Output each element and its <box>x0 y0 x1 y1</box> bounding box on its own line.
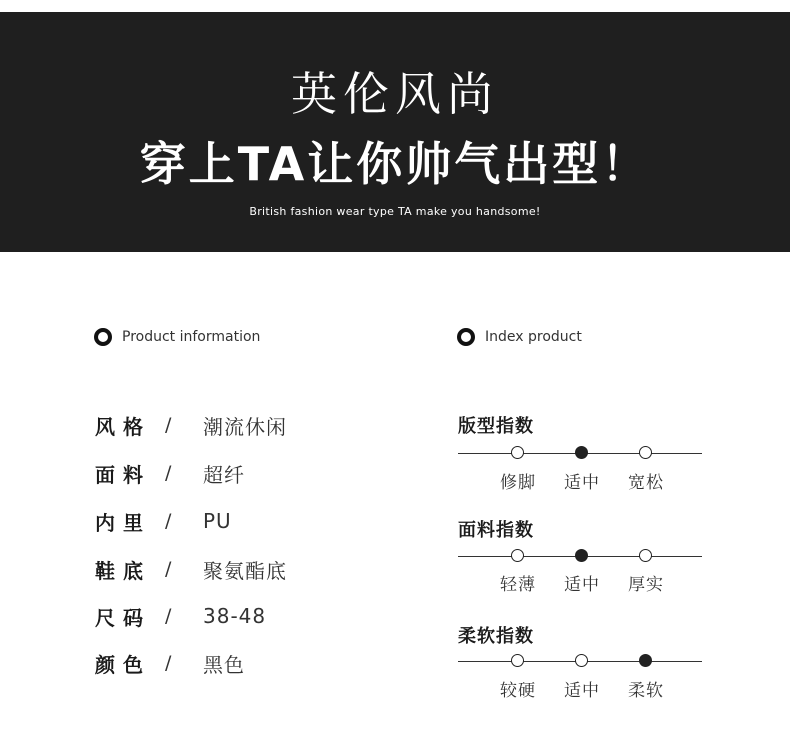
softness-index-dot <box>511 654 524 667</box>
info-separator: / <box>165 510 172 532</box>
fit-index-option: 修脚 <box>500 473 536 493</box>
info-key: 风格 <box>95 414 151 439</box>
material-index-option: 适中 <box>564 575 600 595</box>
banner-title: 英伦风尚 <box>291 67 499 121</box>
material-index-option: 厚实 <box>628 575 664 595</box>
softness-index-dot <box>575 654 588 667</box>
info-key: 鞋底 <box>95 558 151 583</box>
fit-index-title: 版型指数 <box>458 416 534 437</box>
hero-banner <box>0 12 790 252</box>
banner-slogan: 穿上TA让你帅气出型！ <box>139 137 651 191</box>
info-row-size <box>95 601 266 631</box>
product-info-heading-label: Product information <box>122 329 261 345</box>
material-index-option: 轻薄 <box>500 575 536 595</box>
softness-index-title: 柔软指数 <box>458 626 534 647</box>
material-index-dot <box>511 549 524 562</box>
info-value: PU <box>203 509 232 533</box>
softness-index-dot <box>639 654 652 667</box>
softness-index-option: 适中 <box>564 681 600 701</box>
info-row-color <box>95 648 245 678</box>
info-separator: / <box>165 652 172 674</box>
fit-index-dot <box>575 446 588 459</box>
info-key: 面料 <box>95 462 151 487</box>
banner-subtitle: British fashion wear type TA make you handsome! <box>249 205 541 218</box>
info-value: 38-48 <box>203 604 267 628</box>
info-value: 聚氨酯底 <box>203 558 287 583</box>
softness-index-option: 柔软 <box>628 681 664 701</box>
product-info-heading <box>94 327 260 347</box>
index-product-heading-label: Index product <box>485 329 582 345</box>
material-index-title: 面料指数 <box>458 520 534 541</box>
fit-index-dot <box>511 446 524 459</box>
info-value: 潮流休闲 <box>203 414 287 439</box>
info-value: 黑色 <box>203 652 245 677</box>
info-row-sole <box>95 554 287 584</box>
info-separator: / <box>165 558 172 580</box>
info-row-style <box>95 410 287 440</box>
info-separator: / <box>165 462 172 484</box>
info-value: 超纤 <box>203 462 245 487</box>
info-key: 内里 <box>95 510 151 535</box>
info-separator: / <box>165 605 172 627</box>
softness-index-option: 较硬 <box>500 681 536 701</box>
info-separator: / <box>165 414 172 436</box>
info-key: 颜色 <box>95 652 151 677</box>
material-index-dot <box>575 549 588 562</box>
fit-index-option: 宽松 <box>628 473 664 493</box>
info-row-material <box>95 458 245 488</box>
fit-index-dot <box>639 446 652 459</box>
ring-bullet-icon <box>457 328 475 346</box>
fit-index-option: 适中 <box>564 473 600 493</box>
index-product-heading <box>457 327 582 347</box>
info-row-lining <box>95 506 232 536</box>
ring-bullet-icon <box>94 328 112 346</box>
material-index-dot <box>639 549 652 562</box>
info-key: 尺码 <box>95 605 151 630</box>
